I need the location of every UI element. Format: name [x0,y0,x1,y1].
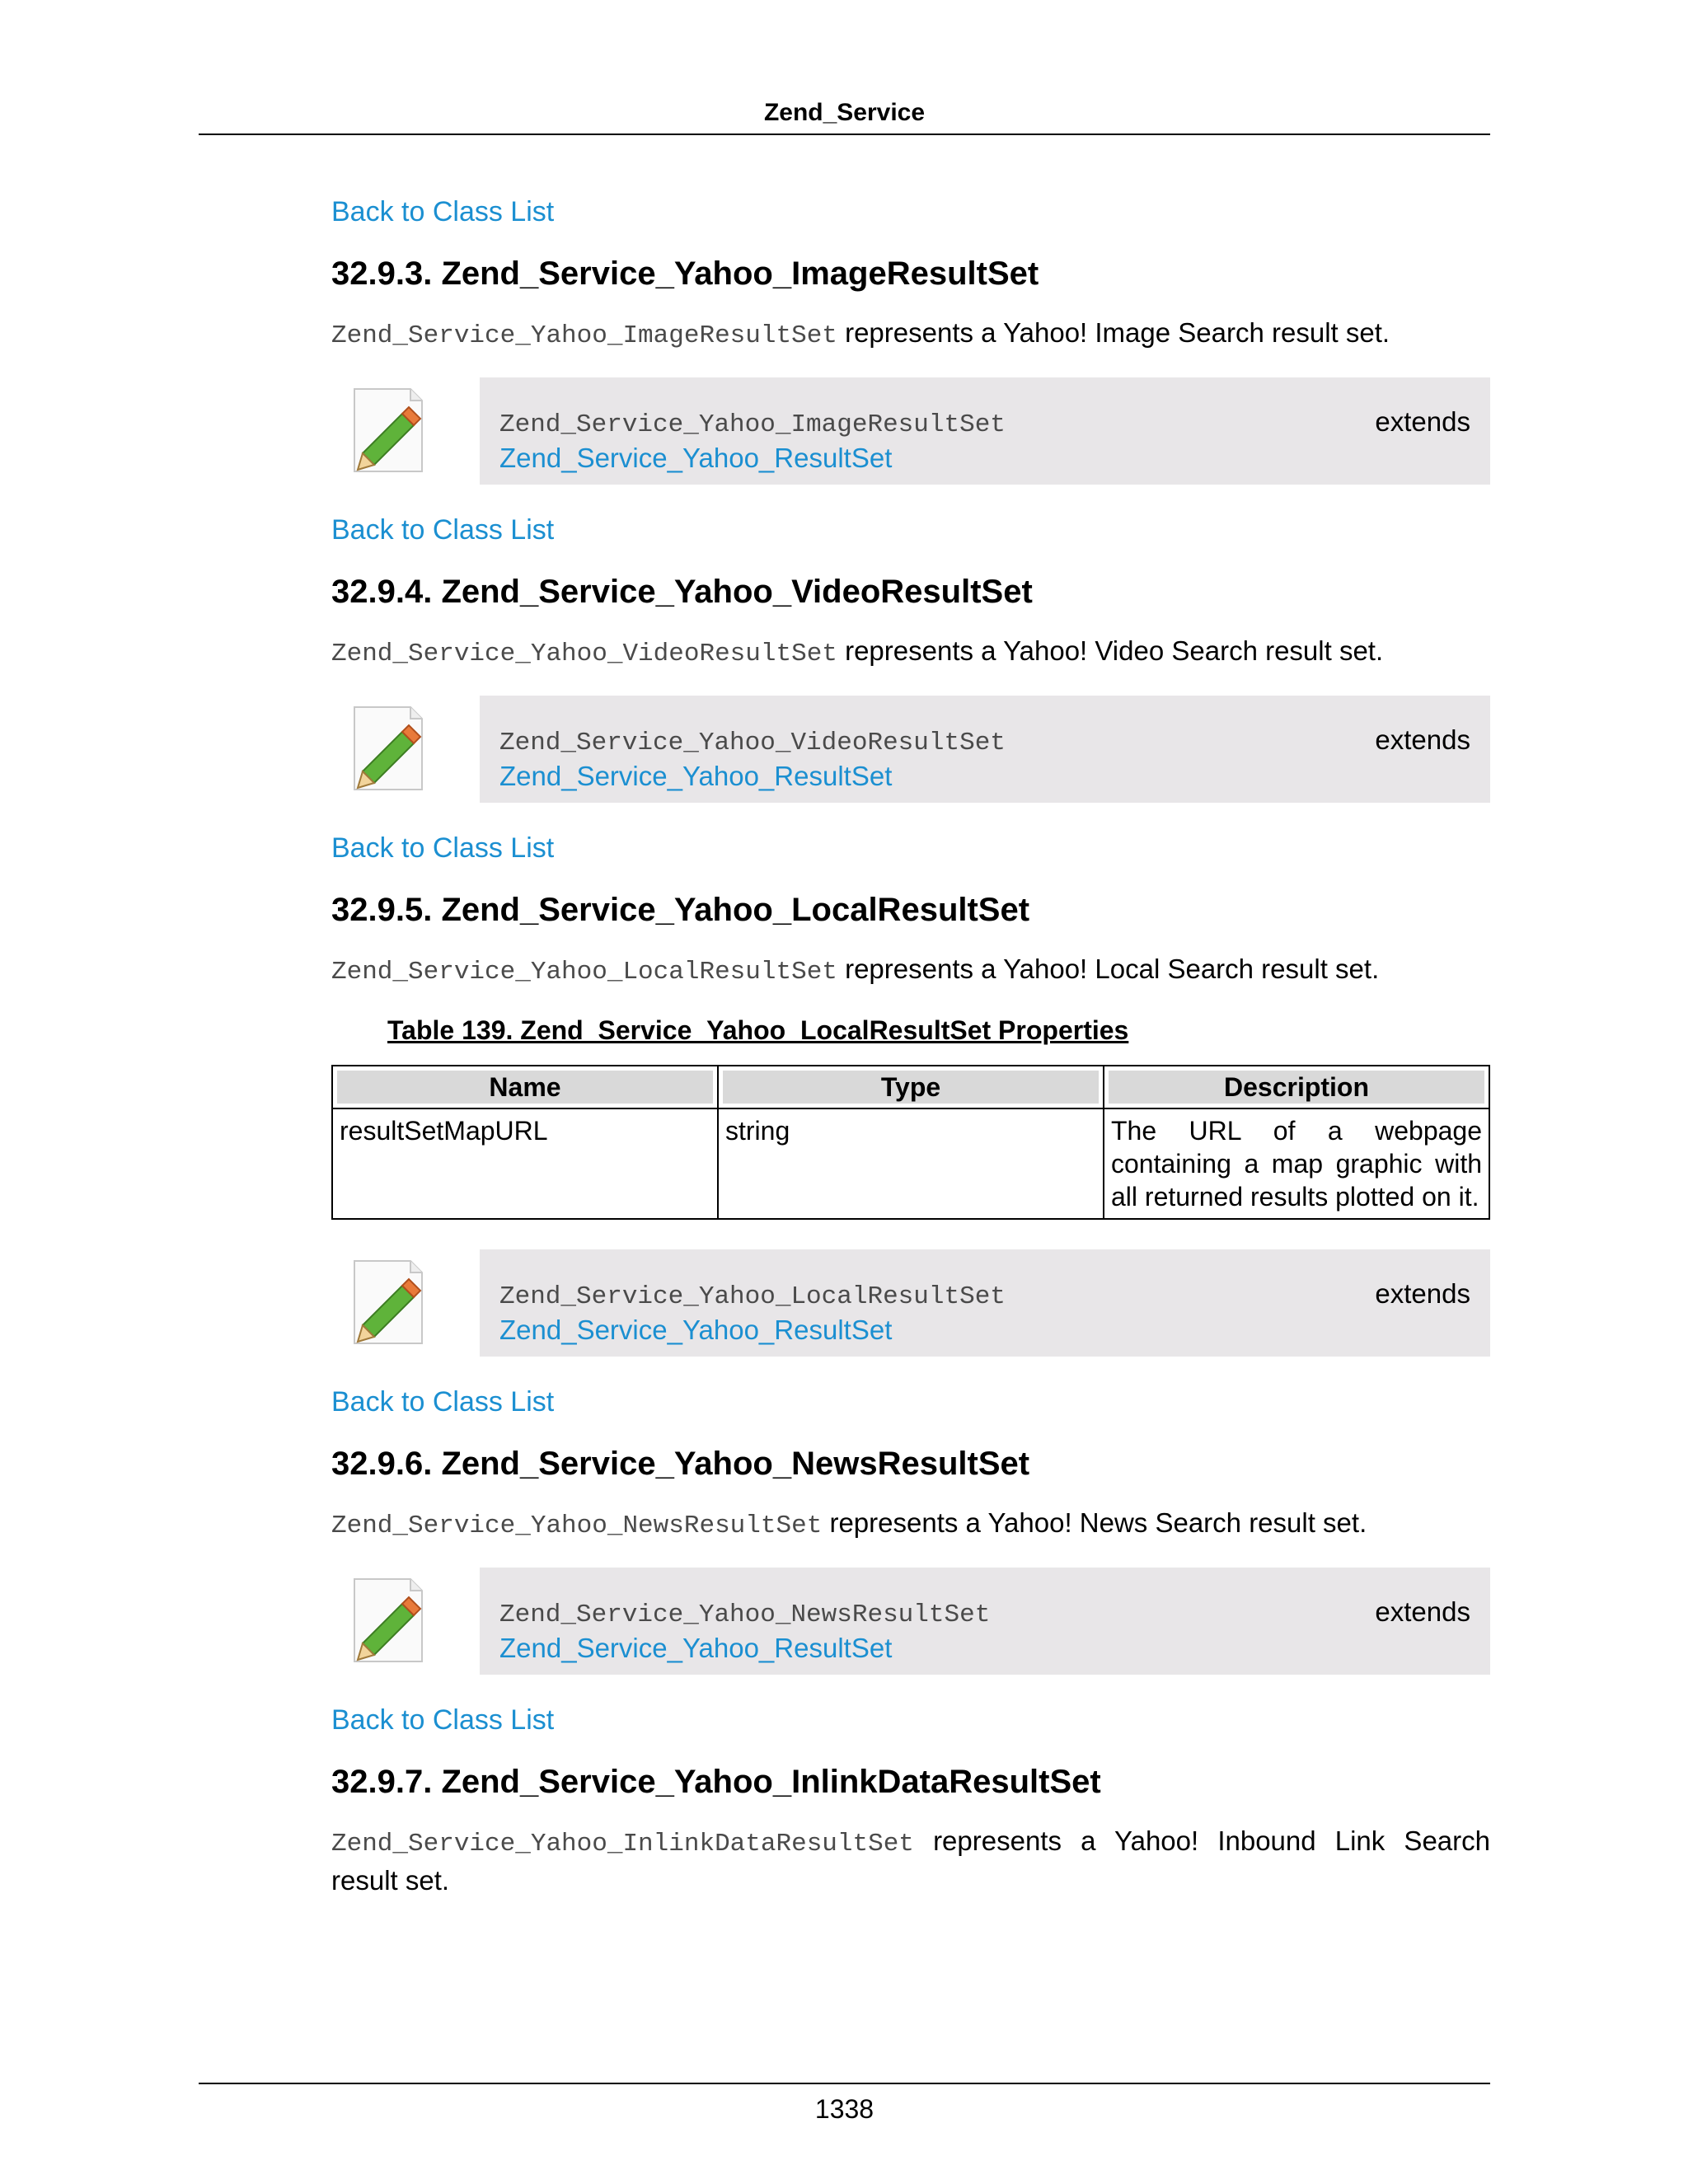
parent-class-link[interactable]: Zend_Service_Yahoo_ResultSet [499,761,893,791]
table-row [332,1108,1489,1219]
extends-note-box [480,696,1490,803]
back-to-class-list-link[interactable]: Back to Class List [331,1704,555,1736]
extends-note [331,1249,1490,1357]
class-name-code: Zend_Service_Yahoo_NewsResultSet [331,1511,823,1540]
page-header [199,92,1490,135]
extends-note [331,696,1490,803]
section-intro [331,951,1490,991]
extends-label: extends [1375,1596,1470,1627]
pencil-note-icon [331,377,480,485]
properties-table [331,1065,1490,1220]
extends-note-box [480,1568,1490,1675]
section-intro [331,633,1490,673]
pencil-note-icon [331,696,480,803]
intro-text: represents a Yahoo! Inbound Link Search result set. [331,1825,1490,1896]
intro-text: represents a Yahoo! Local Search result set. [837,954,1380,984]
parent-class-link[interactable]: Zend_Service_Yahoo_ResultSet [499,1315,893,1345]
page-footer [199,2083,1490,2125]
pencil-note-icon [331,1249,480,1357]
page-content [331,191,1490,1922]
intro-text: represents a Yahoo! Video Search result set. [837,635,1384,666]
section-title: 32.9.3. Zend_Service_Yahoo_ImageResultSet [331,255,1039,292]
class-name-code: Zend_Service_Yahoo_InlinkDataResultSet [331,1830,914,1858]
class-name-code: Zend_Service_Yahoo_LocalResultSet [331,958,837,987]
back-to-class-list-link[interactable]: Back to Class List [331,196,555,227]
parent-class-link[interactable]: Zend_Service_Yahoo_ResultSet [499,1633,893,1663]
back-to-class-list-link[interactable]: Back to Class List [331,1386,555,1418]
column-header-description: Description [1104,1066,1489,1108]
section-title: 32.9.6. Zend_Service_Yahoo_NewsResultSet [331,1446,1030,1482]
note-class-name: Zend_Service_Yahoo_NewsResultSet [499,1601,991,1629]
extends-note-box [480,377,1490,485]
section-title: 32.9.5. Zend_Service_Yahoo_LocalResultSet [331,892,1030,928]
note-class-name: Zend_Service_Yahoo_LocalResultSet [499,1282,1006,1311]
column-header-name: Name [332,1066,718,1108]
pencil-note-icon [331,1568,480,1675]
extends-note [331,377,1490,485]
back-to-class-list-link[interactable]: Back to Class List [331,514,555,546]
note-class-name: Zend_Service_Yahoo_ImageResultSet [499,410,1006,439]
section-title: 32.9.4. Zend_Service_Yahoo_VideoResultSet [331,574,1033,610]
extends-note-box [480,1249,1490,1357]
extends-label: extends [1375,1278,1470,1309]
back-to-class-list-link[interactable]: Back to Class List [331,832,555,864]
extends-note [331,1568,1490,1675]
intro-text: represents a Yahoo! News Search result set. [822,1507,1367,1538]
table-caption: Table 139. Zend_Service_Yahoo_LocalResultSet Properties [387,1015,1129,1045]
note-class-name: Zend_Service_Yahoo_VideoResultSet [499,729,1006,757]
intro-text: represents a Yahoo! Image Search result set. [837,317,1390,348]
section-intro [331,315,1490,354]
cell-description: The URL of a webpage containing a map graphic with all returned results plotted on it. [1104,1108,1489,1219]
extends-label: extends [1375,406,1470,437]
page-number: 1338 [814,2094,874,2124]
section-intro [331,1823,1490,1899]
section-title: 32.9.7. Zend_Service_Yahoo_InlinkDataResultSet [331,1764,1101,1800]
cell-type: string [718,1108,1104,1219]
parent-class-link[interactable]: Zend_Service_Yahoo_ResultSet [499,443,893,473]
table-header-row [332,1066,1489,1108]
class-name-code: Zend_Service_Yahoo_VideoResultSet [331,640,837,668]
cell-name: resultSetMapURL [332,1108,718,1219]
column-header-type: Type [718,1066,1104,1108]
section-intro [331,1505,1490,1544]
extends-label: extends [1375,724,1470,755]
class-name-code: Zend_Service_Yahoo_ImageResultSet [331,321,837,350]
header-title: Zend_Service [763,99,926,126]
